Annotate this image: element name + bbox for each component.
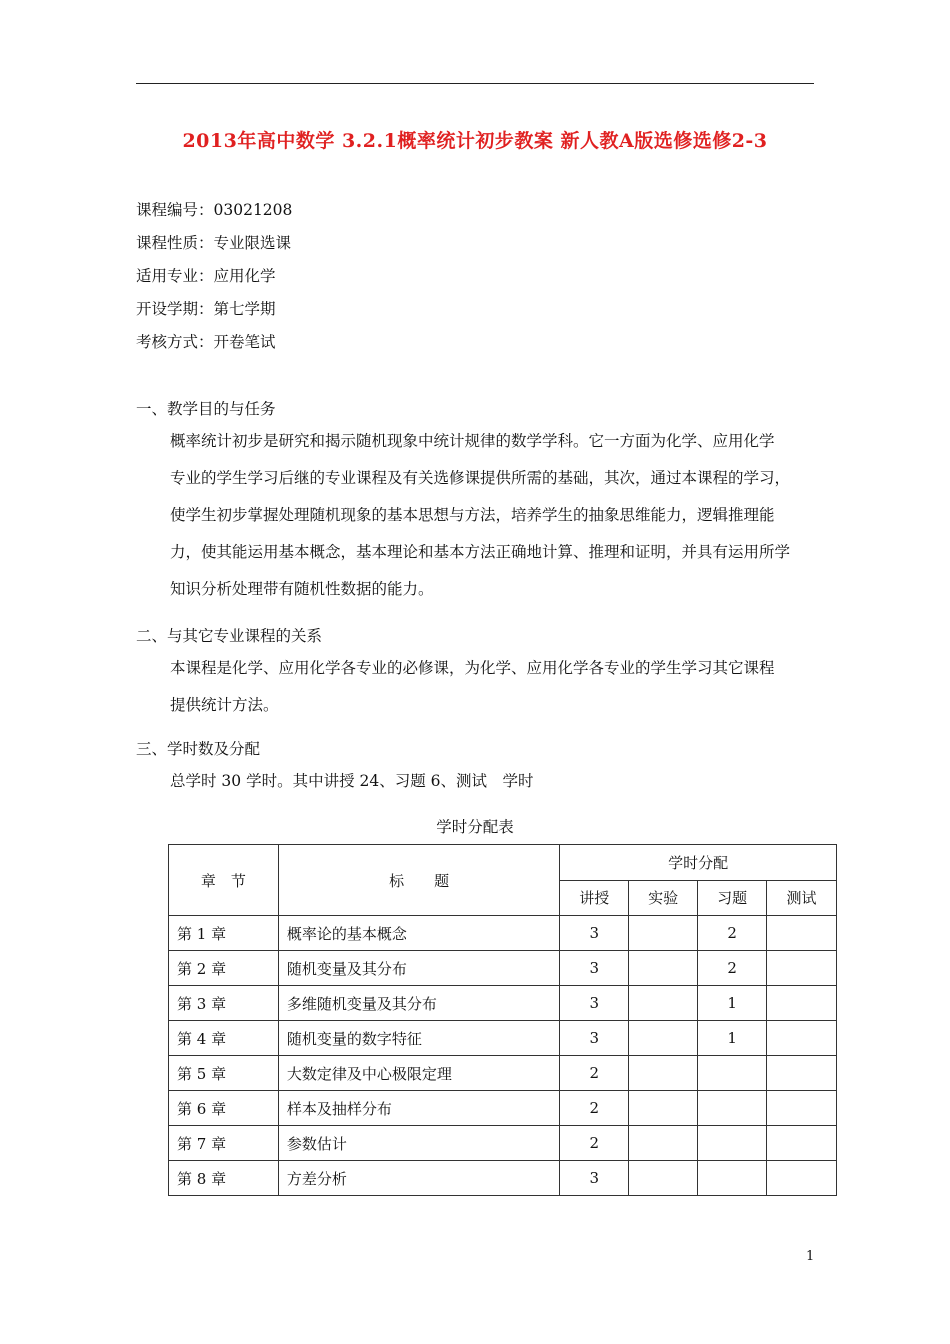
cell-title: 多维随机变量及其分布 xyxy=(278,986,559,1021)
header-title: 标 题 xyxy=(278,845,559,916)
cell-lecture: 2 xyxy=(560,1126,629,1161)
table-caption: 学时分配表 xyxy=(436,818,514,836)
cell-exercise xyxy=(698,1126,767,1161)
meta-course-code: 课程编号：03021208 xyxy=(136,201,293,219)
cell-lab xyxy=(629,951,698,986)
cell-test xyxy=(767,916,837,951)
section-3-heading: 三、学时数及分配 xyxy=(136,740,261,758)
cell-lecture: 3 xyxy=(560,951,629,986)
cell-title: 概率论的基本概念 xyxy=(278,916,559,951)
header-hours-group: 学时分配 xyxy=(560,845,837,881)
cell-exercise: 1 xyxy=(698,1021,767,1056)
section-1-line: 力，使其能运用基本概念，基本理论和基本方法正确地计算、推理和证明，并具有运用所学 xyxy=(170,543,791,561)
header-rule xyxy=(136,83,814,84)
meta-exam-type: 考核方式：开卷笔试 xyxy=(136,333,276,351)
cell-title: 样本及抽样分布 xyxy=(278,1091,559,1126)
section-2-body xyxy=(170,650,820,724)
cell-chapter: 第 4 章 xyxy=(169,1021,279,1056)
section-2-heading: 二、与其它专业课程的关系 xyxy=(136,627,323,645)
cell-test xyxy=(767,1091,837,1126)
cell-exercise: 2 xyxy=(698,916,767,951)
cell-chapter: 第 7 章 xyxy=(169,1126,279,1161)
cell-test xyxy=(767,1021,837,1056)
section-3-body xyxy=(170,763,820,800)
header-lecture: 讲授 xyxy=(560,880,629,916)
cell-test xyxy=(767,1056,837,1091)
cell-lab xyxy=(629,1056,698,1091)
cell-chapter: 第 1 章 xyxy=(169,916,279,951)
section-3-line: 总学时 30 学时。其中讲授 24、习题 6、测试 学时 xyxy=(170,772,534,790)
meta-course-type: 课程性质：专业限选课 xyxy=(136,234,292,252)
header-lab: 实验 xyxy=(629,880,698,916)
cell-lecture: 3 xyxy=(560,1021,629,1056)
cell-lab xyxy=(629,986,698,1021)
cell-exercise xyxy=(698,1091,767,1126)
section-1-line: 专业的学生学习后继的专业课程及有关选修课提供所需的基础，其次，通过本课程的学习， xyxy=(170,469,791,487)
cell-test xyxy=(767,1161,837,1196)
cell-lab xyxy=(629,1091,698,1126)
cell-chapter: 第 6 章 xyxy=(169,1091,279,1126)
cell-test xyxy=(767,986,837,1021)
cell-test xyxy=(767,951,837,986)
cell-exercise xyxy=(698,1056,767,1091)
meta-semester: 开设学期：第七学期 xyxy=(136,300,276,318)
section-1-body xyxy=(170,423,820,608)
table-row xyxy=(169,986,837,1021)
cell-lab xyxy=(629,1021,698,1056)
cell-lecture: 2 xyxy=(560,1056,629,1091)
cell-lecture: 3 xyxy=(560,986,629,1021)
section-1-line: 知识分析处理带有随机性数据的能力。 xyxy=(170,580,434,598)
cell-chapter: 第 2 章 xyxy=(169,951,279,986)
section-1-heading: 一、教学目的与任务 xyxy=(136,400,276,418)
cell-lab xyxy=(629,1126,698,1161)
cell-lecture: 3 xyxy=(560,1161,629,1196)
cell-title: 随机变量的数字特征 xyxy=(278,1021,559,1056)
course-meta xyxy=(136,198,292,363)
cell-chapter: 第 5 章 xyxy=(169,1056,279,1091)
cell-chapter: 第 8 章 xyxy=(169,1161,279,1196)
section-1-line: 概率统计初步是研究和揭示随机现象中统计规律的数学学科。它一方面为化学、应用化学 xyxy=(170,432,775,450)
meta-major: 适用专业：应用化学 xyxy=(136,267,276,285)
cell-title: 大数定律及中心极限定理 xyxy=(278,1056,559,1091)
cell-title: 参数估计 xyxy=(278,1126,559,1161)
section-1-line: 使学生初步掌握处理随机现象的基本思想与方法，培养学生的抽象思维能力，逻辑推理能 xyxy=(170,506,775,524)
header-test: 测试 xyxy=(767,880,837,916)
document-title: 2013年高中数学 3.2.1概率统计初步教案 新人教A版选修选修2-3 xyxy=(182,130,768,152)
hours-table xyxy=(168,844,837,1196)
cell-lab xyxy=(629,916,698,951)
header-exercise: 习题 xyxy=(698,880,767,916)
header-chapter: 章 节 xyxy=(169,845,279,916)
cell-test xyxy=(767,1126,837,1161)
cell-title: 随机变量及其分布 xyxy=(278,951,559,986)
table-row xyxy=(169,1056,837,1091)
cell-lecture: 2 xyxy=(560,1091,629,1126)
page-number: 1 xyxy=(806,1249,815,1264)
table-row xyxy=(169,1021,837,1056)
cell-lab xyxy=(629,1161,698,1196)
section-2-line: 本课程是化学、应用化学各专业的必修课，为化学、应用化学各专业的学生学习其它课程 xyxy=(170,659,775,677)
cell-chapter: 第 3 章 xyxy=(169,986,279,1021)
cell-title: 方差分析 xyxy=(278,1161,559,1196)
table-row xyxy=(169,951,837,986)
table-row xyxy=(169,916,837,951)
section-2-line: 提供统计方法。 xyxy=(170,696,279,714)
table-row xyxy=(169,1091,837,1126)
cell-exercise xyxy=(698,1161,767,1196)
table-row xyxy=(169,1126,837,1161)
cell-lecture: 3 xyxy=(560,916,629,951)
table-row xyxy=(169,1161,837,1196)
cell-exercise: 1 xyxy=(698,986,767,1021)
cell-exercise: 2 xyxy=(698,951,767,986)
